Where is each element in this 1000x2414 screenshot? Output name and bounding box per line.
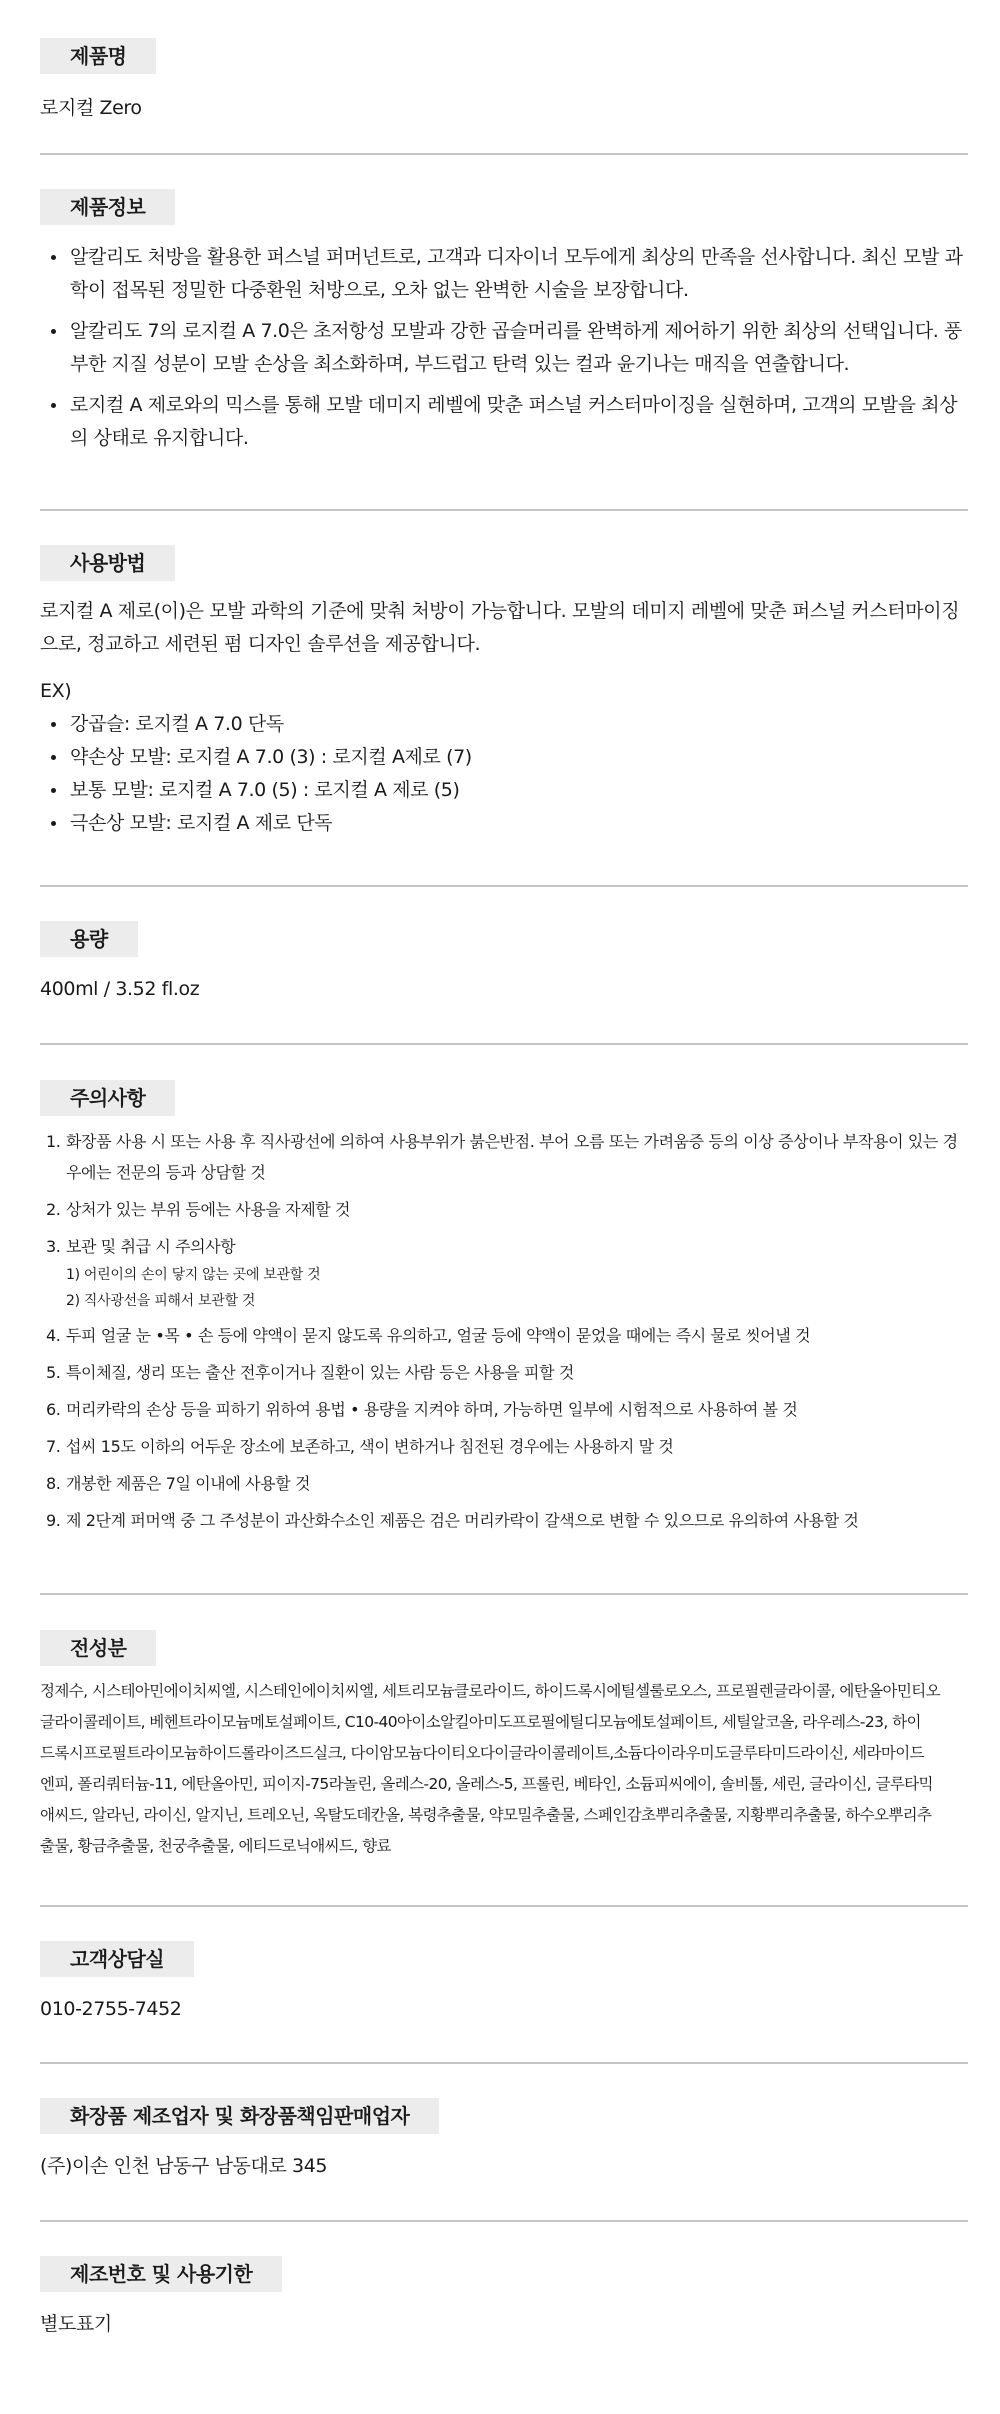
item-number: 7. — [46, 1437, 61, 1456]
manufacturer-label: 화장품 제조업자 및 화장품책임판매업자 — [40, 2098, 439, 2134]
ingredients-line: 애씨드, 알라닌, 라이신, 알지닌, 트레오닌, 옥탈도데칸올, 복령추출물, 약모밀추출물, 스페인감초뿌리추출물, 지황뿌리추출물, 하수오뿌리추 — [40, 1806, 932, 1824]
list-item — [40, 1194, 968, 1225]
ingredients-label: 전성분 — [40, 1630, 156, 1666]
item-text: 보관 및 취급 시 주의사항 — [66, 1237, 236, 1256]
ingredients-line: 출물, 황금추출물, 천궁추출물, 에티드로닉애씨드, 향료 — [40, 1837, 391, 1855]
list-item — [40, 1320, 968, 1351]
usage-section — [40, 545, 968, 840]
usage-label: 사용방법 — [40, 545, 175, 581]
product-info-label: 제품정보 — [40, 189, 175, 225]
product-name-value: 로지컬 Zero — [40, 97, 142, 119]
lot-expiry-label: 제조번호 및 사용기한 — [40, 2256, 282, 2292]
sub-item: 1) 어린이의 손이 닿지 않는 곳에 보관할 것 — [66, 1267, 321, 1283]
list-item — [40, 1394, 968, 1425]
product-info-list — [40, 241, 968, 455]
divider — [40, 509, 968, 511]
item-text: 제 2단계 퍼머액 중 그 주성분이 과산화수소인 제품은 검은 머리카락이 갈색으로 변할 수 있으므로 유의하여 사용할 것 — [66, 1511, 859, 1530]
product-name-label: 제품명 — [40, 38, 156, 74]
divider — [40, 2220, 968, 2222]
divider — [40, 1593, 968, 1595]
usage-description: 로지컬 A 제로(이)은 모발 과학의 기준에 맞춰 처방이 가능합니다. 모발의 데미지 레벨에 맞춘 퍼스널 커스터마이징으로, 정교하고 세련된 펌 디자인 솔루션을 제공합니다. — [40, 600, 960, 655]
list-item: 알칼리도 처방을 활용한 퍼스널 퍼머넌트로, 고객과 디자이너 모두에게 최상의 만족을 선사합니다. 최신 모발 과학이 접목된 정밀한 다중환원 처방으로, 오차 없는 완벽한 시술을 보장합니다. — [40, 241, 968, 307]
usage-example-list — [40, 708, 968, 840]
item-text: 두피 얼굴 눈 •목 • 손 등에 약액이 묻지 않도록 유의하고, 얼굴 등에 약액이 묻었을 때에는 즉시 물로 씻어낼 것 — [66, 1326, 811, 1345]
customer-center-label: 고객상담실 — [40, 1941, 194, 1977]
customer-center-phone: 010-2755-7452 — [40, 1998, 182, 2020]
capacity-value: 400ml / 3.52 fl.oz — [40, 978, 200, 1000]
item-number: 6. — [46, 1400, 61, 1419]
list-item — [40, 1126, 968, 1188]
list-item — [40, 1231, 968, 1314]
item-number: 5. — [46, 1363, 61, 1382]
list-item: 알칼리도 7의 로지컬 A 7.0은 초저항성 모발과 강한 곱슬머리를 완벽하게 제어하기 위한 최상의 선택입니다. 풍부한 지질 성분이 모발 손상을 최소화하며, 부드럽고 탄력 있는 컬과 윤기나는 매직을 연출합니다. — [40, 315, 968, 381]
cautions-section — [40, 1080, 968, 1536]
divider — [40, 2062, 968, 2064]
lot-expiry-value: 별도표기 — [40, 2313, 112, 2335]
divider — [40, 153, 968, 155]
item-text: 머리카락의 손상 등을 피하기 위하여 용법 • 용량을 지켜야 하며, 가능하면 일부에 시험적으로 사용하여 볼 것 — [66, 1400, 798, 1419]
item-text: 상처가 있는 부위 등에는 사용을 자제할 것 — [66, 1200, 351, 1219]
customer-center-section — [40, 1941, 968, 2026]
item-text: 화장품 사용 시 또는 사용 후 직사광선에 의하여 사용부위가 붉은반점. 부어 오름 또는 가려움증 등의 이상 증상이나 부작용이 있는 경우에는 전문의 등과 상담할 것 — [66, 1132, 958, 1182]
list-item — [40, 1468, 968, 1499]
item-number: 1. — [46, 1132, 61, 1151]
item-number: 4. — [46, 1326, 61, 1345]
cautions-list — [40, 1126, 968, 1536]
capacity-label: 용량 — [40, 921, 138, 957]
list-item: 극손상 모발: 로지컬 A 제로 단독 — [40, 807, 968, 840]
item-text: 개봉한 제품은 7일 이내에 사용할 것 — [66, 1474, 310, 1493]
manufacturer-value: (주)이손 인천 남동구 남동대로 345 — [40, 2155, 328, 2177]
sub-item: 2) 직사광선을 피해서 보관할 것 — [66, 1293, 256, 1309]
product-name-section — [40, 38, 968, 125]
item-number: 3. — [46, 1237, 61, 1256]
product-info-section — [40, 189, 968, 455]
list-item: 보통 모발: 로지컬 A 7.0 (5) : 로지컬 A 제로 (5) — [40, 774, 968, 807]
usage-example-label: EX) — [40, 680, 72, 702]
item-number: 9. — [46, 1511, 61, 1530]
capacity-section — [40, 921, 968, 1006]
item-text: 섭씨 15도 이하의 어두운 장소에 보존하고, 색이 변하거나 침전된 경우에는 사용하지 말 것 — [66, 1437, 674, 1456]
cautions-label: 주의사항 — [40, 1080, 175, 1116]
divider — [40, 1043, 968, 1045]
ingredients-line: 글라이콜레이트, 베헨트라이모늄메토설페이트, C10-40아이소알킬아미도프로필에틸디모늄에토설페이트, 세틸알코올, 라우레스-23, 하이 — [40, 1713, 921, 1731]
lot-expiry-section — [40, 2256, 968, 2341]
ingredients-section — [40, 1630, 968, 1862]
ingredients-text — [40, 1676, 968, 1862]
item-number: 8. — [46, 1474, 61, 1493]
item-number: 2. — [46, 1200, 61, 1219]
item-text: 특이체질, 생리 또는 출산 전후이거나 질환이 있는 사람 등은 사용을 피할 것 — [66, 1363, 574, 1382]
ingredients-line: 정제수, 시스테아민에이치씨엘, 시스테인에이치씨엘, 세트리모늄클로라이드, 하이드록시에틸셀룰로오스, 프로필렌글라이콜, 에탄올아민티오 — [40, 1682, 940, 1700]
list-item: 로지컬 A 제로와의 믹스를 통해 모발 데미지 레벨에 맞춘 퍼스널 커스터마이징을 실현하며, 고객의 모발을 최상의 상태로 유지합니다. — [40, 389, 968, 455]
ingredients-line: 드록시프로필트라이모늄하이드롤라이즈드실크, 다이암모늄다이티오다이글라이콜레이트,소듐다이라우미도글루타미드라이신, 세라마이드 — [40, 1744, 925, 1762]
divider — [40, 1905, 968, 1907]
list-item — [40, 1505, 968, 1536]
list-item: 강곱슬: 로지컬 A 7.0 단독 — [40, 708, 968, 741]
list-item — [40, 1431, 968, 1462]
ingredients-line: 엔피, 폴리쿼터늄-11, 에탄올아민, 피이지-75라놀린, 올레스-20, 올레스-5, 프롤린, 베타인, 소듐피씨에이, 솔비톨, 세린, 글라이신, 글루타믹 — [40, 1775, 933, 1793]
manufacturer-section — [40, 2098, 968, 2183]
list-item: 약손상 모발: 로지컬 A 7.0 (3) : 로지컬 A제로 (7) — [40, 741, 968, 774]
divider — [40, 885, 968, 887]
list-item — [40, 1357, 968, 1388]
